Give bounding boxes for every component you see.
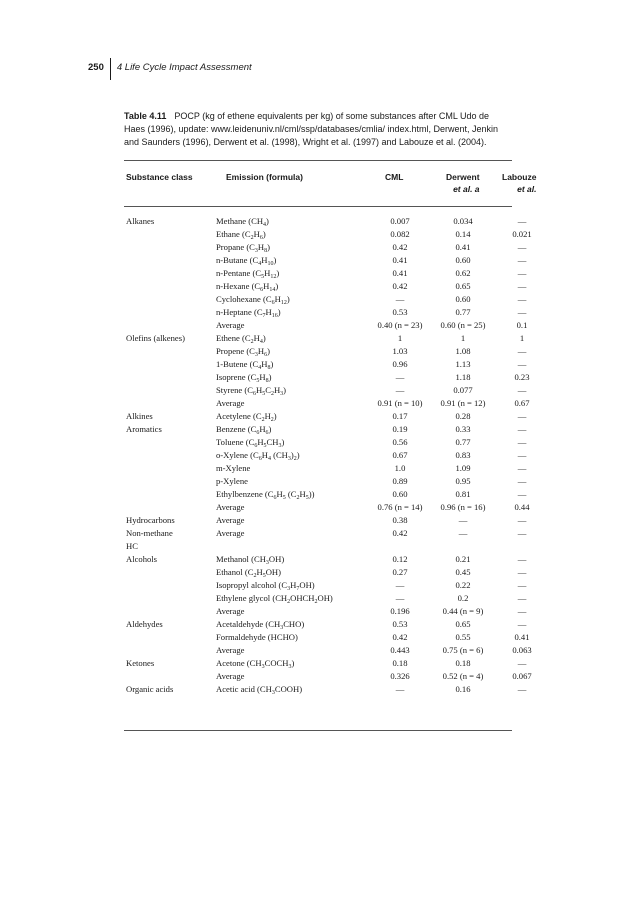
cell-labouze: — — [517, 242, 527, 252]
cell-labouze: 0.23 — [514, 372, 530, 382]
page-number: 250 — [88, 61, 104, 73]
table-row — [0, 579, 627, 592]
cell-labouze: — — [517, 619, 527, 629]
caption-text: POCP (kg of ethene equivalents per kg) of some substances after CML Udo de Haes (1996), update: www.leidenuniv.nl/cml/ssp/databases/cmlia/ index.html, Derwent, Jenkin and Saunders (1996), Derwent et al. (1998), Wright et al. (1997) and Labouze et al. (2004). — [124, 111, 499, 147]
cell-labouze: — — [517, 489, 527, 499]
cell-labouze: — — [517, 450, 527, 460]
cell-emission: Isoprene $(C_5H_8)$ — [216, 372, 272, 384]
table-row — [0, 332, 627, 345]
cell-derwent: 0.81 — [455, 489, 471, 499]
cell-derwent: 0.2 — [457, 593, 469, 603]
table-row — [0, 358, 627, 371]
table-row — [0, 306, 627, 319]
cell-labouze: — — [517, 606, 527, 616]
cell-derwent: 0.83 — [455, 450, 471, 460]
table-row — [0, 462, 627, 475]
cell-emission: n-Heptane $(C_7H_{16})$ — [216, 307, 281, 319]
table-row — [0, 566, 627, 579]
cell-derwent: 0.28 — [455, 411, 471, 421]
cell-emission: Average — [216, 320, 245, 330]
cell-emission: n-Butane $(C_4H_{10})$ — [216, 255, 277, 267]
table-row — [0, 241, 627, 254]
cell-cml: 0.27 — [392, 567, 408, 577]
cell-labouze: — — [517, 411, 527, 421]
table-row — [0, 605, 627, 618]
cell-derwent: 0.60 — [455, 255, 471, 265]
cell-labouze: — — [517, 554, 527, 564]
cell-derwent: 0.034 — [453, 216, 473, 226]
cell-emission: Average — [216, 606, 245, 616]
cell-emission: Average — [216, 398, 245, 408]
cell-emission: Ethanol $(C_2H_5OH)$ — [216, 567, 281, 579]
cell-emission: n-Pentane $(C_5H_{12})$ — [216, 268, 280, 280]
cell-cml: — — [395, 593, 405, 603]
table-row — [0, 319, 627, 332]
cell-cml: — — [395, 580, 405, 590]
cell-emission: Ethane $(C_2H_6)$ — [216, 229, 266, 241]
table-row — [0, 371, 627, 384]
cell-labouze: — — [517, 359, 527, 369]
cell-emission: 1-Butene $(C_4H_8)$ — [216, 359, 274, 371]
cell-substance-class: Alkines — [126, 411, 153, 421]
table-row — [0, 345, 627, 358]
cell-substance-class: Alkanes — [126, 216, 155, 226]
cell-labouze: — — [517, 424, 527, 434]
cell-emission: Average — [216, 515, 245, 525]
cell-derwent: 0.44 (n = 9) — [442, 606, 484, 616]
col-header-labouze — [502, 171, 536, 195]
cell-labouze: — — [517, 255, 527, 265]
cell-derwent: 1.13 — [455, 359, 471, 369]
table-row — [0, 254, 627, 267]
cell-emission: Formaldehyde (HCHO) — [216, 632, 298, 642]
cell-labouze: — — [517, 281, 527, 291]
cell-cml: 0.40 (n = 23) — [377, 320, 423, 330]
cell-derwent: 0.33 — [455, 424, 471, 434]
cell-cml: 0.42 — [392, 242, 408, 252]
cell-substance-class: Alcohols — [126, 554, 158, 564]
cell-derwent: 0.077 — [453, 385, 473, 395]
table-row — [0, 501, 627, 514]
cell-cml: 0.41 — [392, 255, 408, 265]
cell-derwent: 0.65 — [455, 619, 471, 629]
cell-emission: Average — [216, 502, 245, 512]
cell-derwent: 1.18 — [455, 372, 471, 382]
cell-cml: — — [395, 294, 405, 304]
cell-labouze: — — [517, 385, 527, 395]
cell-cml: 0.19 — [392, 424, 408, 434]
cell-emission: Styrene $(C_6H_5C_2H_3)$ — [216, 385, 287, 397]
cell-derwent: 0.95 — [455, 476, 471, 486]
cell-derwent: 0.18 — [455, 658, 471, 668]
cell-labouze: 0.067 — [512, 671, 532, 681]
cell-emission: o-Xylene ($C_6H_4$ $(CH_3)_2$) — [216, 450, 300, 462]
table-header-rule — [124, 206, 512, 207]
cell-labouze: — — [517, 684, 527, 694]
cell-labouze: — — [517, 437, 527, 447]
cell-cml: 0.76 (n = 14) — [377, 502, 423, 512]
cell-cml: 0.60 — [392, 489, 408, 499]
cell-emission: p-Xylene — [216, 476, 248, 486]
col-header-labouze-line1: Labouze — [502, 172, 537, 182]
table-row — [0, 397, 627, 410]
table-row — [0, 540, 627, 553]
cell-cml: 1.03 — [392, 346, 408, 356]
cell-cml: 0.42 — [392, 528, 408, 538]
cell-substance-class: Organic acids — [126, 684, 174, 694]
cell-cml: 0.17 — [392, 411, 408, 421]
cell-cml: 0.42 — [392, 281, 408, 291]
cell-labouze: 1 — [519, 333, 525, 343]
cell-emission: Ethylbenzene ($C_6H_5$ $(C_2H_5)$) — [216, 489, 315, 501]
cell-emission: Ethene $(C_2H_4)$ — [216, 333, 266, 345]
cell-cml: 0.41 — [392, 268, 408, 278]
table-row — [0, 488, 627, 501]
cell-emission: Acetylene $(C_2H_2)$ — [216, 411, 277, 423]
cell-emission: Propane $(C_3H_8)$ — [216, 242, 270, 254]
cell-labouze: — — [517, 593, 527, 603]
col-header-substance-class: Substance class — [126, 172, 193, 182]
cell-labouze: — — [517, 476, 527, 486]
cell-derwent: 0.16 — [455, 684, 471, 694]
cell-labouze: — — [517, 268, 527, 278]
cell-substance-class: HC — [126, 541, 138, 551]
cell-emission: Methane $(CH_4)$ — [216, 216, 269, 228]
cell-derwent: — — [458, 528, 468, 538]
cell-substance-class: Aromatics — [126, 424, 162, 434]
cell-emission: Average — [216, 671, 245, 681]
table-row — [0, 423, 627, 436]
cell-derwent: 0.21 — [455, 554, 471, 564]
cell-labouze: 0.1 — [516, 320, 528, 330]
cell-derwent: 0.22 — [455, 580, 471, 590]
cell-cml: 0.18 — [392, 658, 408, 668]
cell-derwent: 0.60 — [455, 294, 471, 304]
cell-labouze: 0.021 — [512, 229, 532, 239]
cell-derwent: 0.45 — [455, 567, 471, 577]
cell-labouze: 0.063 — [512, 645, 532, 655]
table-row — [0, 410, 627, 423]
cell-derwent: 0.65 — [455, 281, 471, 291]
cell-cml: 0.12 — [392, 554, 408, 564]
table-row — [0, 475, 627, 488]
cell-labouze: — — [517, 658, 527, 668]
table-row — [0, 527, 627, 540]
table-row — [0, 683, 627, 696]
cell-labouze: — — [517, 307, 527, 317]
cell-substance-class: Non-methane — [126, 528, 173, 538]
cell-emission: Benzene $(C_6H_6)$ — [216, 424, 272, 436]
cell-emission: Acetic acid $(CH_3COOH)$ — [216, 684, 303, 696]
cell-cml: — — [395, 385, 405, 395]
cell-cml: 0.91 (n = 10) — [377, 398, 423, 408]
cell-cml: — — [395, 684, 405, 694]
cell-substance-class: Hydrocarbons — [126, 515, 175, 525]
table-bottom-rule — [124, 730, 512, 731]
cell-cml: 0.53 — [392, 619, 408, 629]
cell-derwent: 1 — [460, 333, 466, 343]
cell-derwent: 1.08 — [455, 346, 471, 356]
cell-emission: Cyclohexane $(C_6H_{12})$ — [216, 294, 290, 306]
cell-derwent: 0.91 (n = 12) — [440, 398, 486, 408]
cell-cml: 0.53 — [392, 307, 408, 317]
col-header-derwent-line1: Derwent — [446, 172, 480, 182]
cell-labouze: — — [517, 580, 527, 590]
cell-cml: 0.56 — [392, 437, 408, 447]
table-row — [0, 436, 627, 449]
col-header-cml: CML — [385, 172, 404, 182]
cell-derwent: 0.77 — [455, 307, 471, 317]
cell-labouze: — — [517, 515, 527, 525]
running-title: 4 Life Cycle Impact Assessment — [116, 61, 252, 73]
cell-derwent: 0.52 (n = 4) — [442, 671, 484, 681]
table-row — [0, 280, 627, 293]
cell-emission: Acetone $(CH_3COCH_3)$ — [216, 658, 295, 670]
cell-derwent: 0.14 — [455, 229, 471, 239]
cell-labouze: 0.41 — [514, 632, 530, 642]
col-header-derwent-line2: et al. a — [453, 184, 480, 194]
col-header-labouze-line2: et al. — [517, 184, 537, 194]
table-row — [0, 618, 627, 631]
cell-emission: Average — [216, 645, 245, 655]
cell-substance-class: Olefins (alkenes) — [126, 333, 185, 343]
cell-cml: 1.0 — [394, 463, 406, 473]
cell-emission: Acetaldehyde $(CH_3CHO)$ — [216, 619, 305, 631]
cell-cml: 0.443 — [390, 645, 410, 655]
table-row — [0, 670, 627, 683]
cell-cml: 0.96 — [392, 359, 408, 369]
cell-emission: Toluene $(C_6H_5CH_3)$ — [216, 437, 285, 449]
cell-labouze: — — [517, 216, 527, 226]
cell-labouze: — — [517, 346, 527, 356]
table-label: Table 4.11 — [124, 111, 167, 121]
cell-cml: 0.082 — [390, 229, 410, 239]
col-header-derwent — [446, 171, 480, 195]
cell-derwent: 0.41 — [455, 242, 471, 252]
cell-substance-class: Aldehydes — [126, 619, 163, 629]
cell-labouze: — — [517, 294, 527, 304]
cell-labouze: — — [517, 528, 527, 538]
table-row — [0, 592, 627, 605]
cell-emission: Average — [216, 528, 245, 538]
cell-emission: Propene $(C_3H_6)$ — [216, 346, 270, 358]
cell-cml: 0.007 — [390, 216, 410, 226]
cell-cml: 0.42 — [392, 632, 408, 642]
table-row — [0, 553, 627, 566]
table-row — [0, 657, 627, 670]
cell-derwent: 0.55 — [455, 632, 471, 642]
cell-emission: m-Xylene — [216, 463, 251, 473]
cell-derwent: 0.60 (n = 25) — [440, 320, 486, 330]
table-row — [0, 631, 627, 644]
cell-cml: 0.89 — [392, 476, 408, 486]
table-caption — [124, 110, 512, 149]
cell-derwent: 0.96 (n = 16) — [440, 502, 486, 512]
table-top-rule — [124, 160, 512, 161]
table-row — [0, 644, 627, 657]
table-row — [0, 449, 627, 462]
cell-emission: Isopropyl alcohol $(C_3H_7OH)$ — [216, 580, 315, 592]
cell-cml: 0.196 — [390, 606, 410, 616]
cell-emission: Methanol $(CH_3OH)$ — [216, 554, 285, 566]
page-header — [88, 54, 252, 80]
table-row — [0, 267, 627, 280]
cell-labouze: 0.67 — [514, 398, 530, 408]
table-row — [0, 215, 627, 228]
cell-labouze: 0.44 — [514, 502, 530, 512]
table-row — [0, 514, 627, 527]
cell-derwent: — — [458, 515, 468, 525]
cell-labouze: — — [517, 463, 527, 473]
cell-cml: — — [395, 372, 405, 382]
cell-derwent: 0.77 — [455, 437, 471, 447]
cell-cml: 1 — [397, 333, 403, 343]
cell-substance-class: Ketones — [126, 658, 155, 668]
cell-derwent: 0.62 — [455, 268, 471, 278]
cell-derwent: 1.09 — [455, 463, 471, 473]
table-row — [0, 384, 627, 397]
cell-labouze: — — [517, 567, 527, 577]
cell-derwent: 0.75 (n = 6) — [442, 645, 484, 655]
cell-emission: Ethylene glycol $(CH_2OHCH_2OH)$ — [216, 593, 333, 605]
cell-cml: 0.67 — [392, 450, 408, 460]
col-header-emission: Emission (formula) — [226, 172, 303, 182]
cell-emission: n-Hexane $(C_6H_{14})$ — [216, 281, 279, 293]
table-row — [0, 293, 627, 306]
cell-cml: 0.38 — [392, 515, 408, 525]
cell-cml: 0.326 — [390, 671, 410, 681]
table-row — [0, 228, 627, 241]
